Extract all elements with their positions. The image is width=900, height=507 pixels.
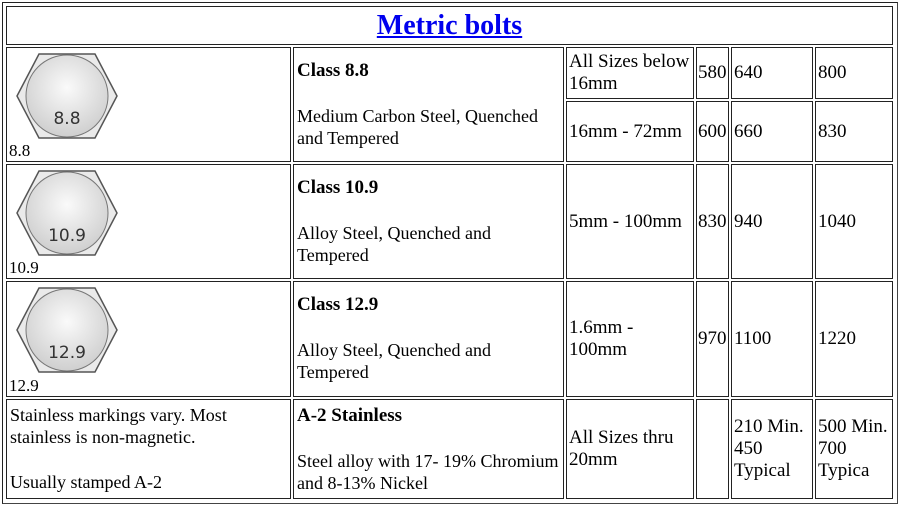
value-cell <box>815 47 893 99</box>
class-cell <box>293 281 564 397</box>
tensile-value: 800 <box>818 62 847 83</box>
value-cell <box>696 47 729 99</box>
value-cell-empty <box>696 399 729 499</box>
yield-value: 1100 <box>734 328 772 349</box>
class-name: Class 10.9 <box>297 177 379 198</box>
value-cell <box>815 399 893 499</box>
value-cell <box>731 47 813 99</box>
proof-load-value: 580 <box>698 62 727 83</box>
hex-marking-text: 10.9 <box>48 226 86 246</box>
size-text: 1.6mm - 100mm <box>569 317 634 360</box>
yield-value: 640 <box>734 62 763 83</box>
stainless-note: Stainless markings vary. Most stainless is non-magnetic. <box>10 405 227 447</box>
value-cell <box>696 101 729 162</box>
hex-bolt-head-icon <box>11 169 123 261</box>
value-cell <box>815 281 893 397</box>
table-row-8.8-marking <box>6 47 291 162</box>
proof-load-value: 970 <box>698 328 727 349</box>
tensile-value: 1220 <box>818 328 856 349</box>
value-cell <box>815 164 893 279</box>
class-cell <box>293 399 564 499</box>
value-cell <box>731 281 813 397</box>
table-row-10.9-marking <box>6 164 291 279</box>
size-cell <box>566 164 694 279</box>
class-name: A-2 Stainless <box>297 405 403 426</box>
tensile-value: 500 Min. 700 Typica <box>818 416 888 481</box>
size-cell <box>566 101 694 162</box>
value-cell <box>731 164 813 279</box>
value-cell <box>815 101 893 162</box>
value-cell <box>696 164 729 279</box>
class-name: Class 8.8 <box>297 60 369 81</box>
table-row-12.9-marking <box>6 281 291 397</box>
value-cell <box>731 101 813 162</box>
tensile-value: 1040 <box>818 210 856 232</box>
marking-caption: 8.8 <box>9 141 31 160</box>
size-text: All Sizes thru 20mm <box>569 427 674 470</box>
title-cell <box>6 6 893 45</box>
value-cell <box>731 399 813 499</box>
size-text: 5mm - 100mm <box>569 210 682 232</box>
size-cell <box>566 281 694 397</box>
yield-value: 210 Min. 450 Typical <box>734 416 804 481</box>
page-title-link[interactable]: Metric bolts <box>376 9 523 41</box>
size-cell <box>566 47 694 99</box>
class-description: Medium Carbon Steel, Quenched and Tempered <box>297 106 538 148</box>
value-cell <box>696 281 729 397</box>
yield-value: 940 <box>734 210 763 232</box>
class-cell <box>293 164 564 279</box>
hex-marking-text: 12.9 <box>48 343 86 363</box>
stamp-note: Usually stamped A-2 <box>10 472 162 492</box>
marking-caption: 10.9 <box>9 258 39 277</box>
hex-bolt-head-icon <box>11 52 123 144</box>
proof-load-value: 600 <box>698 120 727 142</box>
size-text: All Sizes below 16mm <box>569 51 690 94</box>
class-cell <box>293 47 564 162</box>
class-description: Alloy Steel, Quenched and Tempered <box>297 340 491 382</box>
class-description: Steel alloy with 17- 19% Chromium and 8-13% Nickel <box>297 451 559 493</box>
tensile-value: 830 <box>818 120 847 142</box>
yield-value: 660 <box>734 120 763 142</box>
hex-bolt-head-icon <box>11 286 123 378</box>
size-text: 16mm - 72mm <box>569 120 682 142</box>
table-row-stainless-note <box>6 399 291 499</box>
proof-load-value: 830 <box>698 210 727 232</box>
class-name: Class 12.9 <box>297 294 379 315</box>
hex-marking-text: 8.8 <box>53 109 81 129</box>
marking-caption: 12.9 <box>9 376 39 395</box>
size-cell <box>566 399 694 499</box>
class-description: Alloy Steel, Quenched and Tempered <box>297 223 491 265</box>
